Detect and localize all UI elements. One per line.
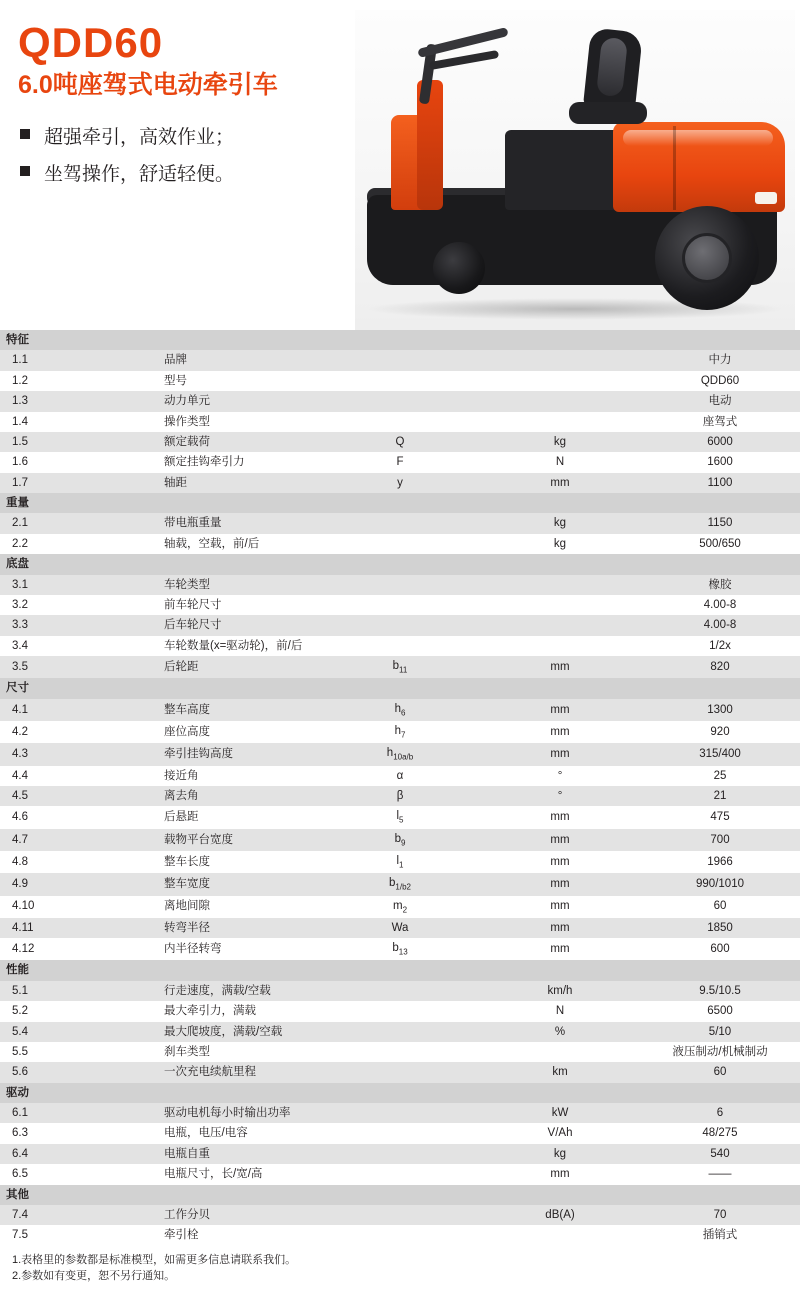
row-symbol: $m_2$	[320, 896, 480, 918]
row-unit	[480, 1042, 640, 1062]
table-row	[0, 391, 800, 411]
row-value: 1966	[640, 851, 800, 873]
table-body	[0, 330, 800, 1246]
table-row	[0, 1164, 800, 1184]
row-symbol	[320, 371, 480, 391]
row-symbol: $h_6$	[320, 699, 480, 721]
row-value: 5/10	[640, 1022, 800, 1042]
row-value: 990/1010	[640, 873, 800, 895]
row-unit: kg	[480, 1144, 640, 1164]
row-symbol	[320, 575, 480, 595]
table-section-header	[0, 554, 800, 574]
table-row	[0, 743, 800, 765]
table-row	[0, 806, 800, 828]
row-unit: mm	[480, 873, 640, 895]
row-number: 4.2	[0, 721, 160, 743]
row-value: 820	[640, 656, 800, 678]
section-label: 性能	[0, 960, 800, 980]
row-number: 1.2	[0, 371, 160, 391]
row-number: 4.5	[0, 786, 160, 806]
table-section-header	[0, 960, 800, 980]
row-label: 车轮类型	[160, 575, 320, 595]
table-row	[0, 452, 800, 472]
row-symbol: $b_{13}$	[320, 938, 480, 960]
row-label: 载物平台宽度	[160, 829, 320, 851]
row-value: 6	[640, 1103, 800, 1123]
row-symbol	[320, 1042, 480, 1062]
row-value: 70	[640, 1205, 800, 1225]
section-label: 尺寸	[0, 678, 800, 698]
row-number: 7.4	[0, 1205, 160, 1225]
row-value: 475	[640, 806, 800, 828]
table-row	[0, 699, 800, 721]
row-symbol: y	[320, 473, 480, 493]
row-label: 离地间隙	[160, 896, 320, 918]
row-number: 2.2	[0, 534, 160, 554]
row-value: 中力	[640, 350, 800, 370]
row-label: 车轮数量(x=驱动轮)，前/后	[160, 636, 320, 656]
row-symbol: β	[320, 786, 480, 806]
row-number: 4.10	[0, 896, 160, 918]
row-unit: km/h	[480, 981, 640, 1001]
vehicle-body	[505, 130, 630, 210]
row-number: 4.8	[0, 851, 160, 873]
row-unit: mm	[480, 806, 640, 828]
row-value: QDD60	[640, 371, 800, 391]
front-wheel	[433, 242, 485, 294]
footnote-1: 1.表格里的参数都是标准模型，如需更多信息请联系我们。	[12, 1253, 297, 1266]
row-unit: kg	[480, 432, 640, 452]
hood-highlight	[623, 130, 773, 146]
table-row	[0, 873, 800, 895]
row-label: 最大爬坡度，满载/空载	[160, 1022, 320, 1042]
table-row	[0, 1225, 800, 1245]
row-symbol	[320, 391, 480, 411]
specification-table	[0, 330, 800, 1246]
row-label: 整车宽度	[160, 873, 320, 895]
row-number: 4.3	[0, 743, 160, 765]
table-row	[0, 1062, 800, 1082]
row-number: 4.11	[0, 918, 160, 938]
row-label: 工作分贝	[160, 1205, 320, 1225]
row-symbol: $l_5$	[320, 806, 480, 828]
row-number: 1.5	[0, 432, 160, 452]
page-subtitle: 6.0吨座驾式电动牵引车	[18, 71, 278, 99]
row-unit	[480, 595, 640, 615]
row-value: ——	[640, 1164, 800, 1184]
row-value: 1150	[640, 513, 800, 533]
table-row	[0, 473, 800, 493]
row-label: 后轮距	[160, 656, 320, 678]
square-bullet-icon	[20, 166, 30, 176]
row-value: 500/650	[640, 534, 800, 554]
row-number: 6.1	[0, 1103, 160, 1123]
row-number: 5.4	[0, 1022, 160, 1042]
row-symbol	[320, 1001, 480, 1021]
row-symbol: $h_7$	[320, 721, 480, 743]
row-label: 品牌	[160, 350, 320, 370]
product-photo	[355, 10, 795, 330]
row-label: 轴距	[160, 473, 320, 493]
row-unit: kg	[480, 534, 640, 554]
row-number: 4.4	[0, 766, 160, 786]
row-value: 4.00-8	[640, 615, 800, 635]
row-number: 3.3	[0, 615, 160, 635]
row-symbol	[320, 513, 480, 533]
row-label: 驱动电机每小时输出功率	[160, 1103, 320, 1123]
row-label: 离去角	[160, 786, 320, 806]
table-row	[0, 981, 800, 1001]
row-value: 电动	[640, 391, 800, 411]
row-label: 行走速度，满载/空载	[160, 981, 320, 1001]
row-unit: °	[480, 786, 640, 806]
row-symbol	[320, 636, 480, 656]
row-value: 48/275	[640, 1123, 800, 1143]
bullet-text: 超强牵引，高效作业；	[44, 126, 235, 148]
tail-light	[755, 192, 777, 204]
table-row	[0, 371, 800, 391]
row-unit: N	[480, 1001, 640, 1021]
row-value: 座驾式	[640, 412, 800, 432]
table-row	[0, 1022, 800, 1042]
row-number: 4.1	[0, 699, 160, 721]
table-section-header	[0, 493, 800, 513]
row-unit: mm	[480, 829, 640, 851]
row-label: 转弯半径	[160, 918, 320, 938]
row-label: 内半径转弯	[160, 938, 320, 960]
row-unit: mm	[480, 1164, 640, 1184]
row-number: 5.5	[0, 1042, 160, 1062]
row-unit: kW	[480, 1103, 640, 1123]
row-symbol: $h_{10a/b}$	[320, 743, 480, 765]
row-label: 电瓶，电压/电容	[160, 1123, 320, 1143]
row-label: 电瓶尺寸，长/宽/高	[160, 1164, 320, 1184]
row-value: 25	[640, 766, 800, 786]
row-value: 540	[640, 1144, 800, 1164]
table-row	[0, 918, 800, 938]
row-number: 5.6	[0, 1062, 160, 1082]
row-unit	[480, 350, 640, 370]
row-number: 3.2	[0, 595, 160, 615]
table-row	[0, 896, 800, 918]
table-row	[0, 766, 800, 786]
square-bullet-icon	[20, 129, 30, 139]
row-number: 3.1	[0, 575, 160, 595]
table-section-header	[0, 678, 800, 698]
table-row	[0, 656, 800, 678]
row-symbol: $b_{11}$	[320, 656, 480, 678]
table-section-header	[0, 1185, 800, 1205]
rear-wheel-hub	[682, 233, 732, 283]
row-symbol	[320, 534, 480, 554]
section-label: 特征	[0, 330, 800, 350]
row-symbol	[320, 595, 480, 615]
row-symbol	[320, 1144, 480, 1164]
table-row	[0, 1103, 800, 1123]
row-value: 60	[640, 1062, 800, 1082]
row-label: 电瓶自重	[160, 1144, 320, 1164]
table-row	[0, 615, 800, 635]
row-label: 额定挂钩牵引力	[160, 452, 320, 472]
row-value: 600	[640, 938, 800, 960]
row-number: 5.1	[0, 981, 160, 1001]
row-number: 4.7	[0, 829, 160, 851]
row-unit: mm	[480, 851, 640, 873]
row-label: 最大牵引力，满载	[160, 1001, 320, 1021]
row-number: 7.5	[0, 1225, 160, 1245]
table-row	[0, 412, 800, 432]
row-number: 1.6	[0, 452, 160, 472]
row-label: 额定载荷	[160, 432, 320, 452]
row-symbol	[320, 1022, 480, 1042]
row-number: 2.1	[0, 513, 160, 533]
row-symbol: $l_1$	[320, 851, 480, 873]
row-unit	[480, 371, 640, 391]
row-unit: mm	[480, 918, 640, 938]
row-value: 1850	[640, 918, 800, 938]
row-value: 1300	[640, 699, 800, 721]
row-unit: %	[480, 1022, 640, 1042]
row-symbol	[320, 981, 480, 1001]
row-label: 带电瓶重量	[160, 513, 320, 533]
row-label: 操作类型	[160, 412, 320, 432]
table-row	[0, 350, 800, 370]
row-unit: mm	[480, 721, 640, 743]
row-label: 一次充电续航里程	[160, 1062, 320, 1082]
section-label: 驱动	[0, 1083, 800, 1103]
row-symbol	[320, 350, 480, 370]
row-symbol	[320, 615, 480, 635]
table-row	[0, 513, 800, 533]
row-value: 60	[640, 896, 800, 918]
row-symbol: F	[320, 452, 480, 472]
row-number: 1.4	[0, 412, 160, 432]
row-label: 牵引栓	[160, 1225, 320, 1245]
row-value: 21	[640, 786, 800, 806]
table-row	[0, 534, 800, 554]
row-symbol	[320, 1225, 480, 1245]
row-symbol: α	[320, 766, 480, 786]
row-number: 1.7	[0, 473, 160, 493]
row-number: 4.6	[0, 806, 160, 828]
row-label: 轴载，空载，前/后	[160, 534, 320, 554]
row-label: 刹车类型	[160, 1042, 320, 1062]
row-value: 700	[640, 829, 800, 851]
row-symbol	[320, 1205, 480, 1225]
table-row	[0, 1205, 800, 1225]
row-value: 6500	[640, 1001, 800, 1021]
row-symbol: $b_9$	[320, 829, 480, 851]
row-symbol	[320, 1123, 480, 1143]
page-title: QDD60	[18, 19, 164, 66]
row-number: 3.4	[0, 636, 160, 656]
table-row	[0, 575, 800, 595]
row-label: 动力单元	[160, 391, 320, 411]
row-symbol	[320, 412, 480, 432]
row-label: 座位高度	[160, 721, 320, 743]
row-unit: V/Ah	[480, 1123, 640, 1143]
row-value: 9.5/10.5	[640, 981, 800, 1001]
row-label: 整车长度	[160, 851, 320, 873]
row-value: 插销式	[640, 1225, 800, 1245]
row-unit	[480, 615, 640, 635]
row-label: 牵引挂钩高度	[160, 743, 320, 765]
row-symbol	[320, 1164, 480, 1184]
row-number: 6.4	[0, 1144, 160, 1164]
row-unit: km	[480, 1062, 640, 1082]
row-unit: mm	[480, 699, 640, 721]
row-symbol: $b_{1/b2}$	[320, 873, 480, 895]
row-unit: mm	[480, 743, 640, 765]
row-unit	[480, 575, 640, 595]
row-symbol: Q	[320, 432, 480, 452]
row-value: 6000	[640, 432, 800, 452]
row-number: 4.9	[0, 873, 160, 895]
table-row	[0, 636, 800, 656]
row-label: 整车高度	[160, 699, 320, 721]
row-value: 橡胶	[640, 575, 800, 595]
row-unit: N	[480, 452, 640, 472]
row-symbol: Wa	[320, 918, 480, 938]
row-unit: °	[480, 766, 640, 786]
row-number: 3.5	[0, 656, 160, 678]
table-row	[0, 1042, 800, 1062]
table-section-header	[0, 330, 800, 350]
row-number: 5.2	[0, 1001, 160, 1021]
table-row	[0, 721, 800, 743]
table-row	[0, 851, 800, 873]
row-value: 1/2x	[640, 636, 800, 656]
table-row	[0, 786, 800, 806]
section-label: 重量	[0, 493, 800, 513]
row-number: 1.1	[0, 350, 160, 370]
row-unit	[480, 1225, 640, 1245]
table-section-header	[0, 1083, 800, 1103]
row-label: 后车轮尺寸	[160, 615, 320, 635]
row-value: 1600	[640, 452, 800, 472]
section-label: 其他	[0, 1185, 800, 1205]
row-label: 后悬距	[160, 806, 320, 828]
bullet-text: 坐驾操作，舒适轻便。	[44, 163, 235, 185]
row-value: 液压制动/机械制动	[640, 1042, 800, 1062]
row-symbol	[320, 1103, 480, 1123]
row-symbol	[320, 1062, 480, 1082]
table-row	[0, 829, 800, 851]
row-number: 1.3	[0, 391, 160, 411]
row-unit	[480, 391, 640, 411]
row-unit	[480, 636, 640, 656]
hood-panel-line	[673, 126, 676, 210]
row-label: 前车轮尺寸	[160, 595, 320, 615]
table-row	[0, 1123, 800, 1143]
table-row	[0, 432, 800, 452]
page-header	[0, 0, 800, 330]
table-row	[0, 595, 800, 615]
row-value: 4.00-8	[640, 595, 800, 615]
table-row	[0, 1144, 800, 1164]
row-unit: mm	[480, 896, 640, 918]
row-value: 1100	[640, 473, 800, 493]
row-unit: dB(A)	[480, 1205, 640, 1225]
row-unit: mm	[480, 656, 640, 678]
table-row	[0, 1001, 800, 1021]
row-label: 型号	[160, 371, 320, 391]
operator-seat-cushion	[569, 102, 647, 124]
row-unit	[480, 412, 640, 432]
row-unit: kg	[480, 513, 640, 533]
footnote-2: 2.参数如有变更，恕不另行通知。	[12, 1270, 176, 1283]
section-label: 底盘	[0, 554, 800, 574]
table-row	[0, 938, 800, 960]
row-value: 315/400	[640, 743, 800, 765]
row-unit: mm	[480, 473, 640, 493]
row-number: 6.3	[0, 1123, 160, 1143]
row-label: 接近角	[160, 766, 320, 786]
footnotes	[0, 1246, 800, 1295]
row-value: 920	[640, 721, 800, 743]
row-number: 6.5	[0, 1164, 160, 1184]
row-number: 4.12	[0, 938, 160, 960]
row-unit: mm	[480, 938, 640, 960]
